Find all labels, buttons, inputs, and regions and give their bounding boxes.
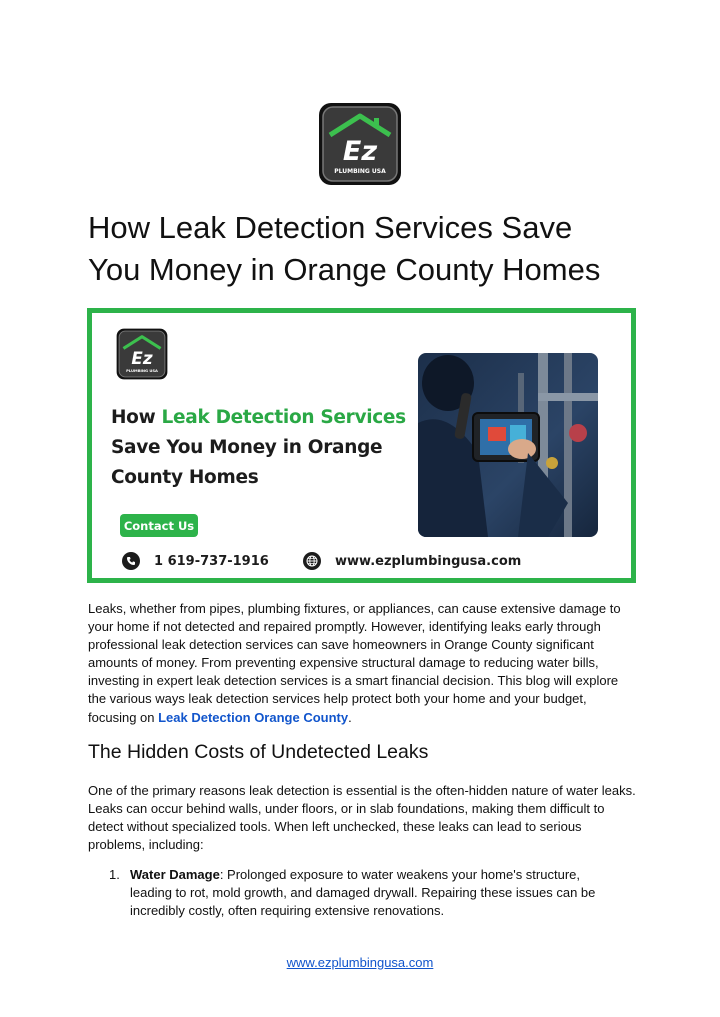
contact-us-button[interactable]: Contact Us (120, 514, 198, 537)
intro-paragraph (88, 600, 638, 727)
list-text: : Prolonged exposure to water weakens your home's structure, leading to rot, mold growth, and damaged drywall. Repairing these issues can be incredibly costly, often requiring extensive renovations. (130, 867, 596, 919)
hero-banner (87, 308, 636, 583)
logo-mark-text: Ez (342, 136, 378, 167)
banner-website (303, 552, 521, 570)
section-heading: The Hidden Costs of Undetected Leaks (88, 741, 429, 763)
intro-end: . (348, 709, 352, 725)
globe-icon (303, 552, 321, 570)
banner-phone (122, 552, 269, 570)
leak-detection-orange-county-link[interactable]: Leak Detection Orange County (158, 709, 349, 725)
banner-title (111, 403, 411, 493)
phone-number: 1 619-737-1916 (154, 553, 269, 569)
banner-title-line3: County Homes (111, 467, 259, 488)
banner-title-line2: Save You Money in Orange (111, 437, 383, 458)
technician-photo (418, 353, 598, 537)
phone-icon (122, 552, 140, 570)
section-paragraph: One of the primary reasons leak detection is essential is the often-hidden nature of water leaks. Leaks can occur behind walls, under floors, or in slab foundations, making them difficult to detect without specialized tools. When left unchecked, these leaks can lead to serious problems, including: (88, 783, 636, 853)
footer (0, 955, 720, 970)
banner-logo (116, 328, 168, 380)
title-line-1: How Leak Detection Services Save (88, 210, 573, 245)
banner-title-part1: How (111, 407, 162, 428)
title-line-2: You Money in Orange County Homes (88, 252, 601, 287)
list-term: Water Damage (130, 867, 220, 882)
banner-logo-mark: Ez (131, 347, 153, 368)
page-title (88, 207, 648, 291)
ez-plumbing-logo (318, 102, 402, 186)
logo-caption-text: PLUMBING USA (334, 168, 386, 175)
footer-website-link[interactable]: www.ezplumbingusa.com (286, 955, 434, 970)
intro-text: Leaks, whether from pipes, plumbing fixtures, or appliances, can cause extensive damage to your home if not detected and repaired promptly. However, identifying leaks early through professional leak detection services can save homeowners in Orange County significant amounts of money. From preventing expensive structural damage to reducing water bills, investing in expert leak detection services is a smart financial decision. This blog will explore the various ways leak detection services help protect both your home and your budget, focusing on (88, 601, 621, 725)
list-body (130, 866, 625, 920)
banner-title-highlight: Leak Detection Services (161, 407, 406, 428)
list-number: 1. (109, 867, 120, 882)
banner-logo-caption: PLUMBING USA (126, 368, 158, 373)
website-text: www.ezplumbingusa.com (335, 553, 522, 569)
